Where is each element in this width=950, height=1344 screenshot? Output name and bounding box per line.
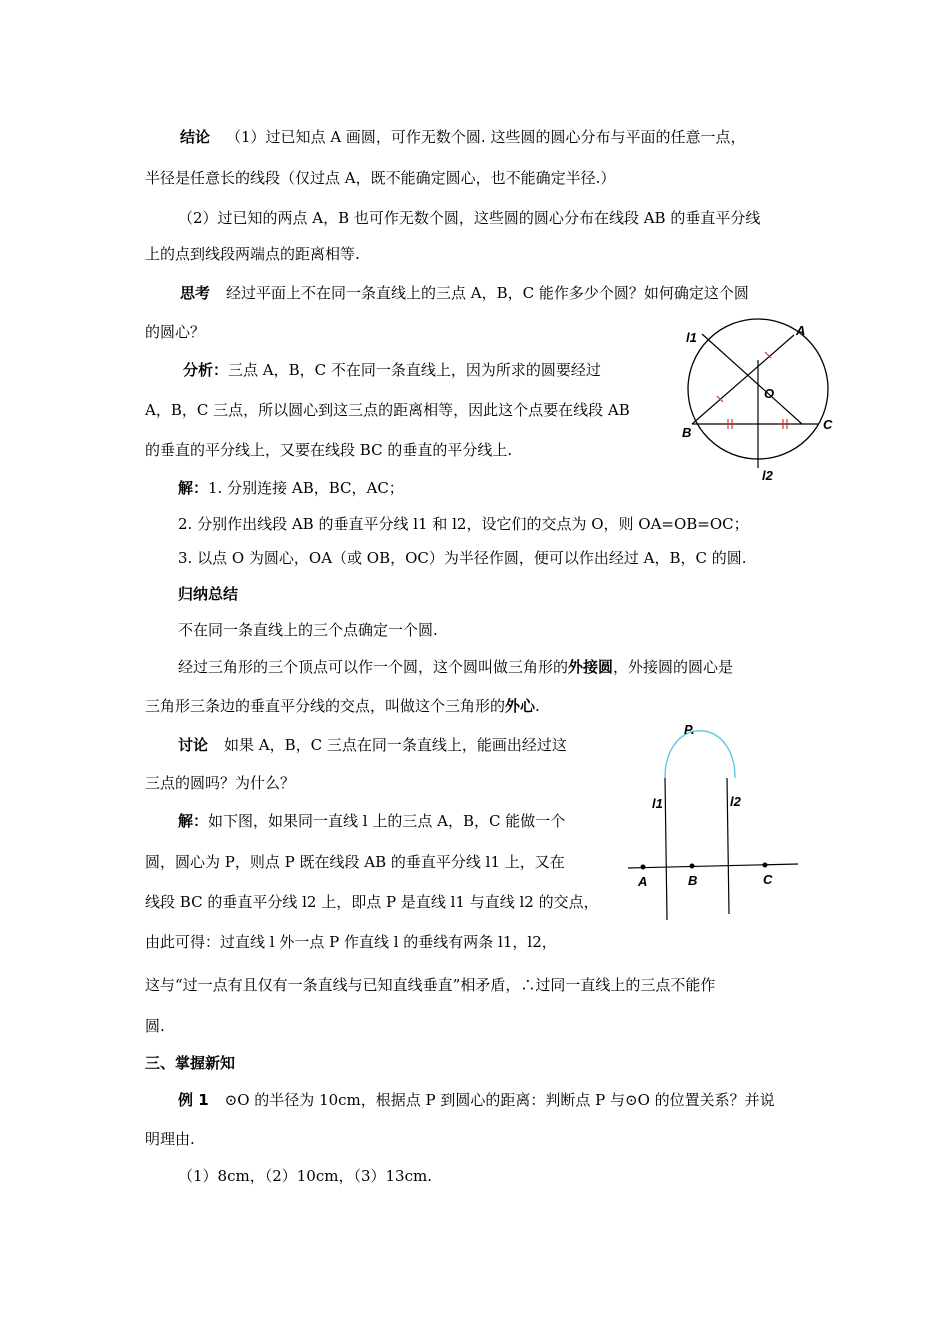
solution2-line-1 xyxy=(178,811,565,831)
label-l1: l1 xyxy=(652,796,663,811)
arc-through-p xyxy=(665,731,735,778)
label-a: A xyxy=(796,323,806,338)
circumcircle-figure xyxy=(670,320,840,490)
example1-line-3: （1）8cm，（2）10cm，（3）13cm. xyxy=(178,1167,432,1185)
solution1-step-3: 3. 以点 O 为圆心，OA（或 OB，OC）为半径作圆，便可以作出经过 A，B，C 的圆. xyxy=(178,549,747,567)
think-label: 思考 xyxy=(180,284,211,302)
label-c: C xyxy=(763,872,773,887)
conclusion-label: 结论 xyxy=(180,128,211,146)
solution2-line-2: 圆，圆心为 P，则点 P 既在线段 AB 的垂直平分线 l1 上，又在 xyxy=(145,853,565,871)
discuss-label: 讨论 xyxy=(178,736,209,754)
discuss-line-2: 三点的圆吗？为什么？ xyxy=(145,774,296,792)
solution2-label: 解： xyxy=(178,812,209,830)
solution2-line-4: 由此可得：过直线 l 外一点 P 作直线 l 的垂线有两条 l1，l2， xyxy=(145,933,557,951)
equal-marks xyxy=(717,352,787,429)
analysis-line-3: 的垂直的平分线上，又要在线段 BC 的垂直的平分线上. xyxy=(145,441,513,459)
label-l1: l1 xyxy=(686,330,697,345)
solution2-line-3: 线段 BC 的垂直平分线 l2 上，即点 P 是直线 l1 与直线 l2 的交点， xyxy=(145,893,599,911)
two-points-line-1: （2）过已知的两点 A，B 也可作无数个圆，这些圆的圆心分布在线段 AB 的垂直平分线 xyxy=(178,209,761,227)
summary-line-2 xyxy=(178,657,733,677)
section-3-title: 三、掌握新知 xyxy=(145,1054,236,1072)
example1-line-1 xyxy=(178,1090,775,1110)
point-c xyxy=(763,863,768,868)
solution1-step-1-text: 1. 分别连接 AB，BC，AC； xyxy=(208,479,404,497)
segment-ab xyxy=(692,335,794,424)
discuss-line-1 xyxy=(178,735,567,755)
point-a xyxy=(641,865,646,870)
point-b xyxy=(690,864,695,869)
think-line-1 xyxy=(180,283,749,303)
line-l1 xyxy=(665,778,667,920)
label-b: B xyxy=(682,425,692,440)
conclusion-line-2: 半径是任意长的线段（仅过点 A，既不能确定圆心，也不能确定半径.） xyxy=(145,169,616,187)
solution1-step-2: 2. 分别作出线段 AB 的垂直平分线 l1 和 l2，设它们的交点为 O，则 OA=OB=OC； xyxy=(178,515,749,533)
label-b: B xyxy=(688,873,698,888)
summary-line-3a: 三角形三条边的垂直平分线的交点，叫做这个三角形的 xyxy=(145,697,506,715)
discuss-text-1: 如果 A，B，C 三点在同一条直线上，能画出经过这 xyxy=(224,736,567,754)
analysis-line-2: A，B，C 三点，所以圆心到这三点的距离相等，因此这个点要在线段 AB xyxy=(145,401,630,419)
analysis-text-1: 三点 A，B，C 不在同一条直线上，因为所求的圆要经过 xyxy=(228,361,601,379)
circumcircle-term: 外接圆 xyxy=(568,658,614,676)
example1-label: 例 1 xyxy=(178,1091,209,1109)
collinear-figure xyxy=(620,720,805,925)
think-line-2: 的圆心？ xyxy=(145,323,206,341)
example1-text-1: ⊙O 的半径为 10cm，根据点 P 到圆心的距离：判断点 P 与⊙O 的位置关系？并说 xyxy=(224,1091,775,1109)
conclusion-line-1 xyxy=(180,127,745,147)
label-c: C xyxy=(823,417,833,432)
summary-line-2c: ，外接圆的圆心是 xyxy=(613,658,734,676)
conclusion-text-1: （1）过已知点 A 画圆，可作无数个圆. 这些圆的圆心分布与平面的任意一点， xyxy=(226,128,746,146)
analysis-line-1 xyxy=(183,360,601,380)
summary-line-3 xyxy=(145,696,540,716)
two-points-line-2: 上的点到线段两端点的距离相等. xyxy=(145,245,360,263)
label-l2: l2 xyxy=(762,468,773,483)
label-p: P. xyxy=(684,722,695,737)
example1-line-2: 明理由. xyxy=(145,1130,195,1148)
solution2-line-5: 这与“过一点有且仅有一条直线与已知直线垂直”相矛盾，∴过同一直线上的三点不能作 xyxy=(145,976,716,994)
solution1-label: 解： xyxy=(178,479,209,497)
summary-line-1: 不在同一条直线上的三个点确定一个圆. xyxy=(178,621,438,639)
solution1-step-1 xyxy=(178,478,404,498)
solution2-line-6: 圆. xyxy=(145,1017,165,1035)
label-l2: l2 xyxy=(730,794,741,809)
label-a: A xyxy=(638,874,648,889)
summary-title: 归纳总结 xyxy=(178,585,239,603)
circumcenter-term: 外心 xyxy=(505,697,536,715)
label-o: O xyxy=(764,386,775,401)
bisector-l1 xyxy=(702,334,802,424)
summary-line-2a: 经过三角形的三个顶点可以作一个圆，这个圆叫做三角形的 xyxy=(178,658,569,676)
think-text-1: 经过平面上不在同一条直线上的三点 A，B，C 能作多少个圆？如何确定这个圆 xyxy=(226,284,749,302)
solution2-text-1: 如下图，如果同一直线 l 上的三点 A，B，C 能做一个 xyxy=(208,812,566,830)
analysis-label: 分析： xyxy=(183,361,229,379)
line-l xyxy=(628,864,798,868)
line-l2 xyxy=(727,778,729,914)
summary-line-3c: . xyxy=(535,697,540,715)
